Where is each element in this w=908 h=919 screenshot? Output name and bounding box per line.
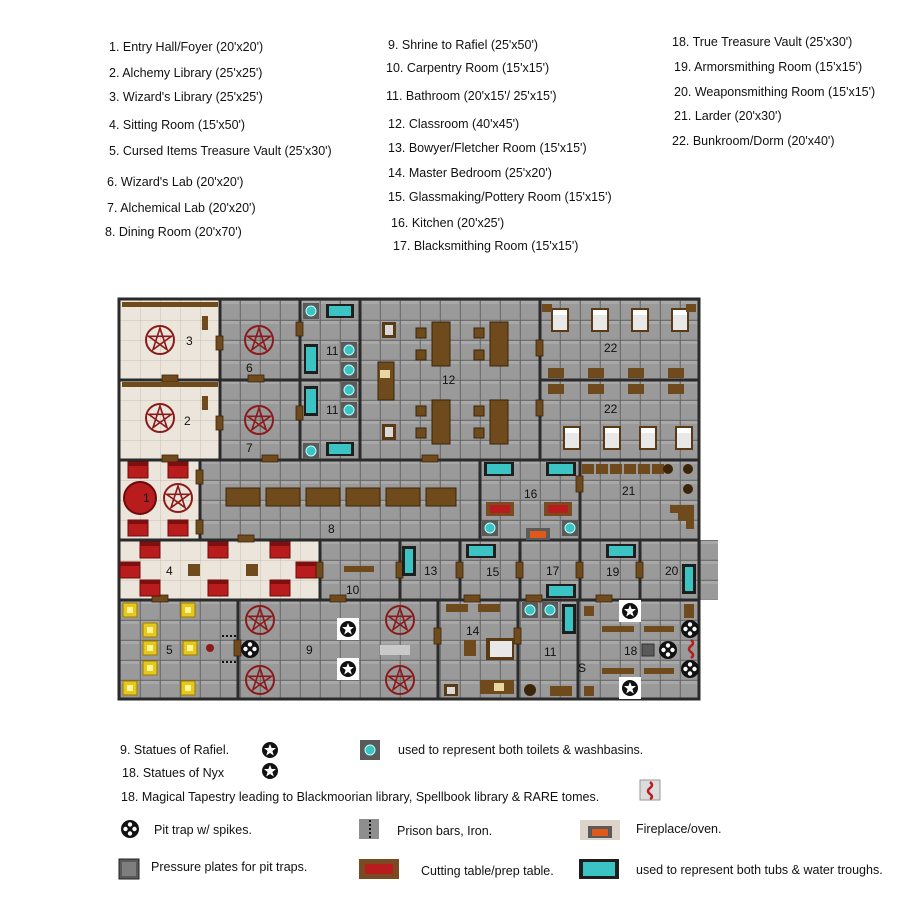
pit-trap-icon bbox=[121, 820, 139, 838]
room-key-7: 7. Alchemical Lab (20'x20') bbox=[107, 201, 256, 215]
room-key-4: 4. Sitting Room (15'x50') bbox=[109, 118, 246, 132]
room-key-20: 20. Weaponsmithing Room (15'x15') bbox=[674, 85, 876, 99]
map-label-11c: 11 bbox=[544, 645, 557, 659]
prison-bars-icon bbox=[359, 819, 379, 839]
map-label-13: 13 bbox=[424, 564, 438, 578]
map-label-2: 2 bbox=[184, 414, 191, 428]
map-label-6: 6 bbox=[246, 361, 253, 375]
map-label-16: 16 bbox=[524, 487, 538, 501]
room-key-14: 14. Master Bedroom (25'x20') bbox=[388, 166, 552, 180]
map-label-15: 15 bbox=[486, 565, 500, 579]
room-key-1: 1. Entry Hall/Foyer (20'x20') bbox=[109, 40, 264, 54]
rafiel-statue-icon bbox=[259, 739, 281, 761]
legend-tapestry: 18. Magical Tapestry leading to Blackmoorian library, Spellbook library & RARE tomes. bbox=[121, 790, 600, 804]
map-label-10: 10 bbox=[346, 583, 360, 597]
map-label-22b: 22 bbox=[604, 402, 618, 416]
fireplace-icon bbox=[580, 820, 620, 840]
pressure-plate-icon bbox=[119, 859, 139, 879]
room-key-6: 6. Wizard's Lab (20'x20') bbox=[107, 175, 244, 189]
room-key-19: 19. Armorsmithing Room (15'x15') bbox=[674, 60, 863, 74]
room-key-5: 5. Cursed Items Treasure Vault (25'x30') bbox=[109, 144, 332, 158]
map-label-4: 4 bbox=[166, 564, 173, 578]
room-key-22: 22. Bunkroom/Dorm (20'x40') bbox=[672, 134, 835, 148]
room-key-3: 3. Wizard's Library (25'x25') bbox=[109, 90, 263, 104]
map-label-11b: 11 bbox=[326, 403, 339, 417]
room-key-21: 21. Larder (20'x30') bbox=[674, 109, 782, 123]
room-key-15: 15. Glassmaking/Pottery Room (15'x15') bbox=[388, 190, 612, 204]
cutting-table-icon bbox=[359, 859, 399, 879]
legend-nyx-statues: 18. Statues of Nyx bbox=[122, 766, 225, 780]
room-key-10: 10. Carpentry Room (15'x15') bbox=[386, 61, 550, 75]
room-key-17: 17. Blacksmithing Room (15'x15') bbox=[393, 239, 579, 253]
map-label-7: 7 bbox=[246, 441, 253, 455]
room-key-9: 9. Shrine to Rafiel (25'x50') bbox=[388, 38, 538, 52]
map-label-21: 21 bbox=[622, 484, 636, 498]
room-key-16: 16. Kitchen (20'x25') bbox=[391, 216, 505, 230]
tub-icon bbox=[579, 859, 619, 879]
nyx-statue-icon bbox=[259, 760, 281, 782]
map-label-18: 18 bbox=[624, 644, 638, 658]
map-label-11a: 11 bbox=[326, 344, 339, 358]
legend-pit-trap: Pit trap w/ spikes. bbox=[154, 823, 252, 837]
map-label-9: 9 bbox=[306, 643, 313, 657]
map-label-22a: 22 bbox=[604, 341, 618, 355]
room-key-12: 12. Classroom (40'x45') bbox=[388, 117, 520, 131]
map-label-19: 19 bbox=[606, 565, 620, 579]
legend-tubs: used to represent both tubs & water troughs. bbox=[636, 863, 883, 877]
room-key-8: 8. Dining Room (20'x70') bbox=[105, 225, 242, 239]
map-label-3: 3 bbox=[186, 334, 193, 348]
map-label-s: S bbox=[578, 661, 587, 675]
map-label-14: 14 bbox=[466, 624, 480, 638]
map-label-1: 1 bbox=[143, 491, 150, 505]
legend-prison-bars: Prison bars, Iron. bbox=[397, 824, 493, 838]
legend-fireplace: Fireplace/oven. bbox=[636, 822, 722, 836]
room-key-11: 11. Bathroom (20'x15'/ 25'x15') bbox=[386, 89, 557, 103]
map-label-8: 8 bbox=[328, 522, 335, 536]
legend-cutting-table: Cutting table/prep table. bbox=[421, 864, 554, 878]
legend-pressure-plates: Pressure plates for pit traps. bbox=[151, 860, 308, 874]
tapestry-icon bbox=[640, 780, 660, 800]
map-label-20: 20 bbox=[665, 564, 679, 578]
room-key-13: 13. Bowyer/Fletcher Room (15'x15') bbox=[388, 141, 587, 155]
map-label-17: 17 bbox=[546, 564, 560, 578]
legend-toilets: used to represent both toilets & washbasins. bbox=[398, 743, 644, 757]
legend-rafiel-statues: 9. Statues of Rafiel. bbox=[120, 743, 230, 757]
room-key-2: 2. Alchemy Library (25'x25') bbox=[109, 66, 263, 80]
toilet-icon bbox=[360, 740, 380, 760]
room-key-18: 18. True Treasure Vault (25'x30') bbox=[672, 35, 853, 49]
map-label-5: 5 bbox=[166, 643, 173, 657]
map-label-12: 12 bbox=[442, 373, 456, 387]
